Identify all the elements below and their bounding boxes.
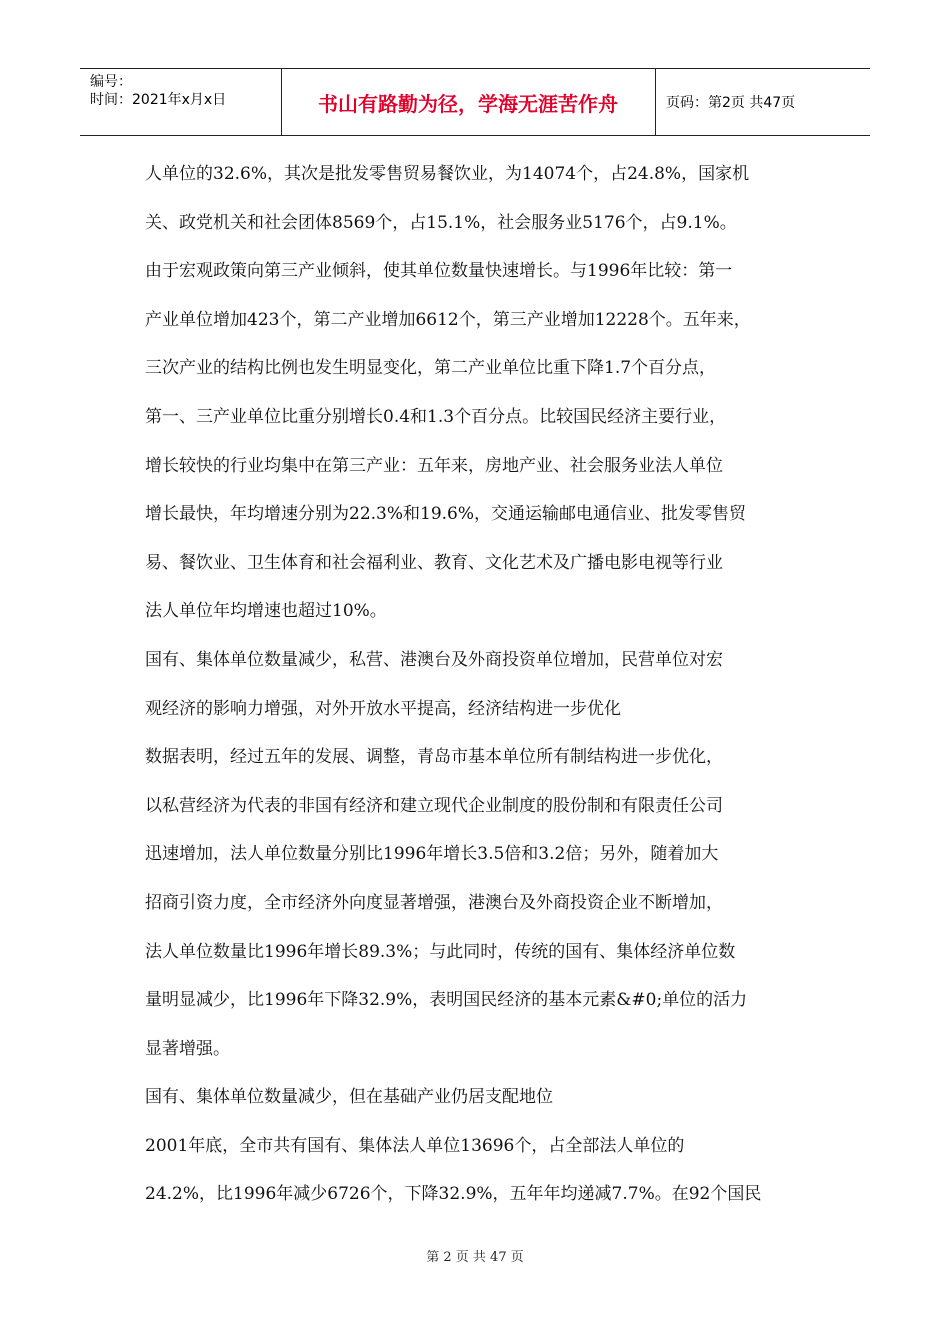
text-line: 法人单位年均增速也超过10%。 bbox=[145, 601, 387, 622]
text-line: 产业单位增加423个，第二产业增加6612个，第三产业增加12228个。五年来， bbox=[145, 309, 751, 330]
text-line: 24.2%，比1996年减少6726个，下降32.9%，五年年均递减7.7%。在92个国民 bbox=[145, 1184, 762, 1205]
text-line: 量明显减少，比1996年下降32.9%，表明国民经济的基本元素&#0;单位的活力 bbox=[145, 990, 748, 1011]
text-line: 易、餐饮业、卫生体育和社会福利业、教育、文化艺术及广播电影电视等行业 bbox=[145, 552, 723, 573]
text-line: 招商引资力度，全市经济外向度显著增强，港澳台及外商投资企业不断增加， bbox=[145, 892, 723, 913]
document-body bbox=[145, 150, 815, 1219]
header-motto: 书山有路勤为径，学海无涯苦作舟 bbox=[318, 91, 618, 116]
text-line: 数据表明，经过五年的发展、调整，青岛市基本单位所有制结构进一步优化， bbox=[145, 747, 723, 768]
text-line: 国有、集体单位数量减少，但在基础产业仍居支配地位 bbox=[145, 1087, 553, 1108]
page-footer: 第 2 页 共 47 页 bbox=[426, 1250, 524, 1265]
document-header bbox=[80, 68, 870, 136]
text-line: 由于宏观政策向第三产业倾斜，使其单位数量快速增长。与1996年比较：第一 bbox=[145, 261, 733, 282]
text-line: 以私营经济为代表的非国有经济和建立现代企业制度的股份制和有限责任公司 bbox=[145, 795, 723, 816]
text-line: 显著增强。 bbox=[145, 1038, 230, 1059]
time-label: 时间：2021年x月x日 bbox=[90, 92, 227, 108]
header-meta bbox=[90, 73, 226, 109]
text-line: 国有、集体单位数量减少，私营、港澳台及外商投资单位增加，民营单位对宏 bbox=[145, 649, 723, 670]
text-line: 观经济的影响力增强，对外开放水平提高，经济结构进一步优化 bbox=[145, 698, 621, 719]
text-line: 增长较快的行业均集中在第三产业：五年来，房地产业、社会服务业法人单位 bbox=[145, 455, 723, 476]
text-line: 法人单位数量比1996年增长89.3%；与此同时，传统的国有、集体经济单位数 bbox=[145, 941, 736, 962]
text-line: 三次产业的结构比例也发生明显变化，第二产业单位比重下降1.7个百分点， bbox=[145, 358, 717, 379]
text-line: 关、政党机关和社会团体8569个，占15.1%，社会服务业5176个，占9.1%。 bbox=[145, 212, 737, 233]
header-page-info: 页码：第2页 共47页 bbox=[666, 95, 796, 111]
text-line: 人单位的32.6%，其次是批发零售贸易餐饮业，为14074个，占24.8%，国家机 bbox=[145, 164, 750, 184]
number-label: 编号： bbox=[90, 74, 132, 90]
text-line: 迅速增加，法人单位数量分别比1996年增长3.5倍和3.2倍；另外，随着加大 bbox=[145, 844, 719, 865]
text-line: 第一、三产业单位比重分别增长0.4和1.3个百分点。比较国民经济主要行业， bbox=[145, 406, 727, 427]
text-line: 增长最快，年均增速分别为22.3%和19.6%，交通运输邮电通信业、批发零售贸 bbox=[145, 504, 747, 525]
text-line: 2001年底，全市共有国有、集体法人单位13696个，占全部法人单位的 bbox=[145, 1135, 685, 1156]
header-divider bbox=[655, 69, 656, 135]
